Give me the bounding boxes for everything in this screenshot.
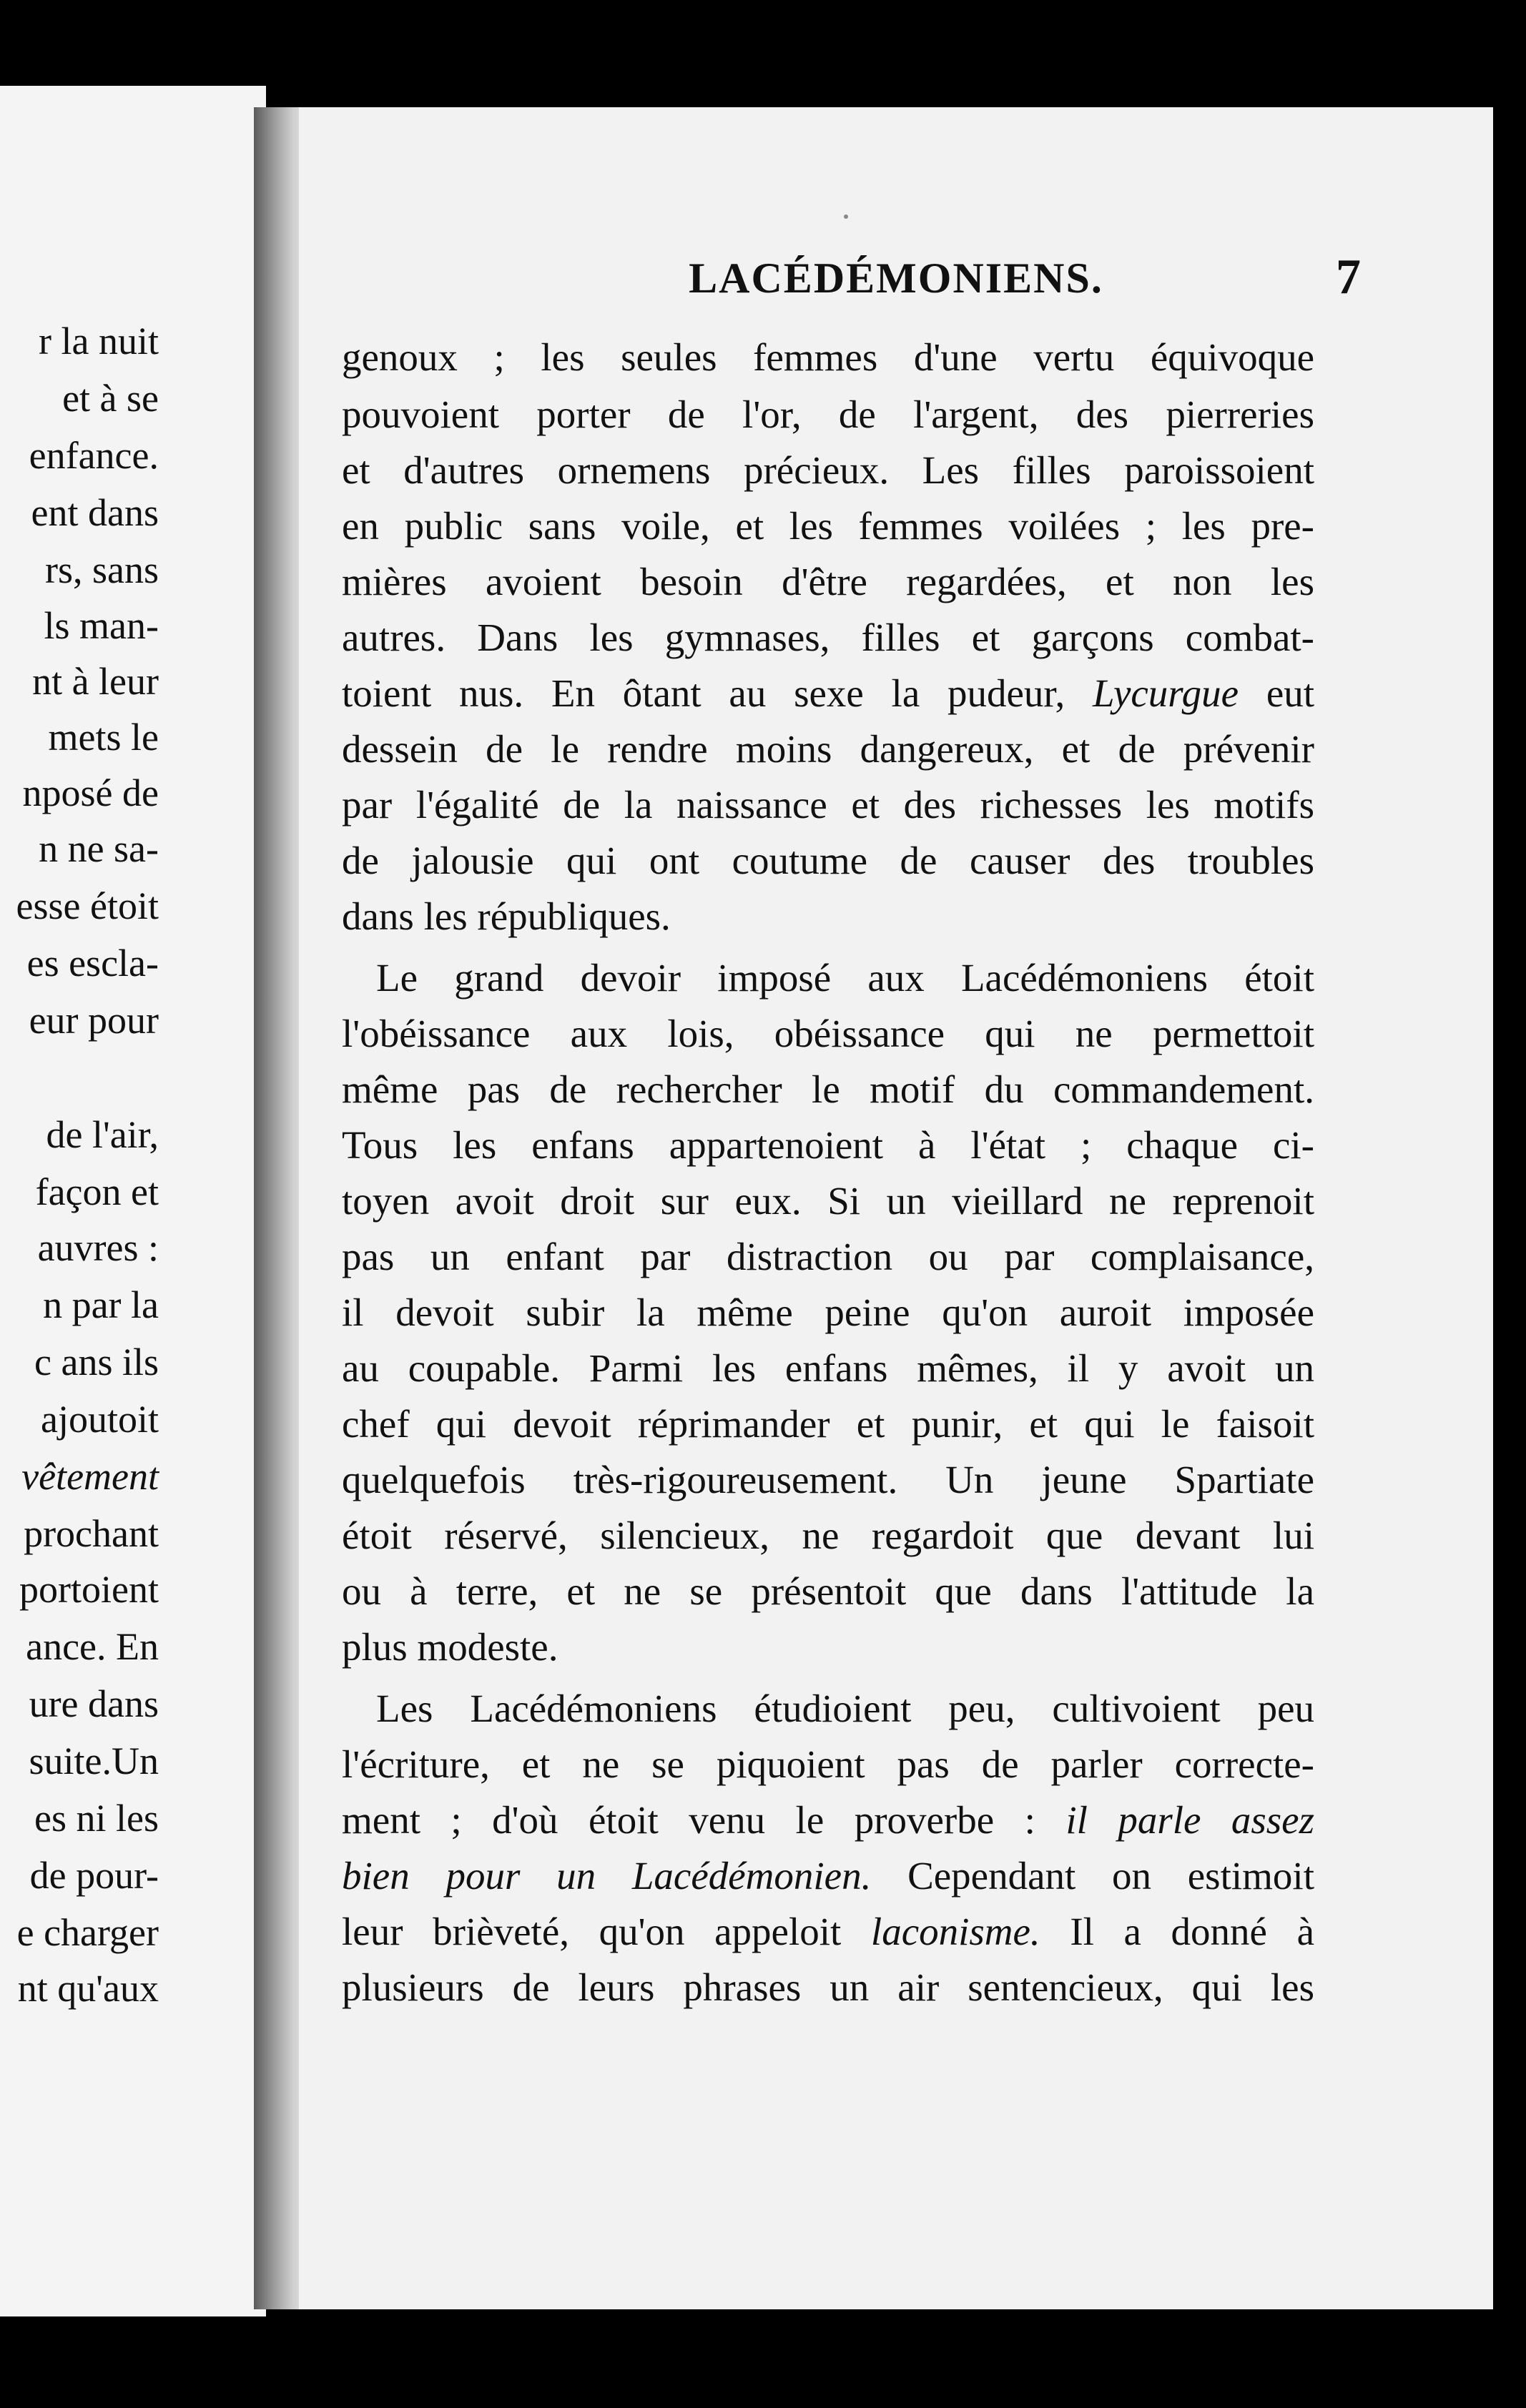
left-line: façon et (35, 1170, 159, 1213)
body-line: ou à terre, et ne se présentoit que dans l'attitude la (342, 1569, 1314, 1613)
body-line: et d'autres ornemens précieux. Les filles paroissoient (342, 448, 1314, 492)
left-line: n ne sa- (39, 827, 159, 870)
left-line: vêtement (21, 1455, 159, 1498)
body-text: Il a donné à (1070, 1910, 1314, 1953)
body-line: au coupable. Parmi les enfans mêmes, il y avoit un (342, 1346, 1314, 1390)
name-lycurgue: Lycurgue (1093, 671, 1239, 715)
left-line: eur pour (29, 999, 159, 1042)
left-line: de pour- (29, 1854, 159, 1897)
body-line: étoit réservé, silencieux, ne regardoit que devant lui (342, 1514, 1314, 1557)
body-line: par l'égalité de la naissance et des richesses les motifs (342, 783, 1314, 826)
proverb-italic: bien pour un Lacédémonien. (342, 1854, 872, 1898)
body-line (342, 1912, 1314, 1951)
body-text: eut (1266, 671, 1315, 715)
left-line: ls man- (44, 604, 159, 647)
left-line: c ans ils (34, 1341, 159, 1383)
body-line (342, 673, 1314, 713)
left-line: r la nuit (39, 320, 159, 362)
left-line: rs, sans (45, 548, 159, 591)
body-line: l'obéissance aux lois, obéissance qui ne permettoit (342, 1012, 1314, 1055)
left-line: de l'air, (46, 1113, 159, 1156)
body-text: Cependant on estimoit (907, 1854, 1314, 1898)
left-line: enfance. (29, 434, 159, 477)
body-line: quelquefois très-rigoureusement. Un jeune Spartiate (342, 1458, 1314, 1501)
running-head: LACÉDÉMONIENS. (689, 255, 1103, 302)
left-line: esse étoit (16, 884, 159, 927)
left-line: et à se (62, 377, 159, 420)
body-line: pas un enfant par distraction ou par complaisance, (342, 1235, 1314, 1278)
body-line: chef qui devoit réprimander et punir, et qui le faisoit (342, 1402, 1314, 1446)
body-text: ment ; d'où étoit venu le proverbe : (342, 1798, 1035, 1842)
page-number: 7 (1336, 250, 1361, 305)
body-line (342, 1800, 1314, 1840)
left-line: n par la (43, 1283, 159, 1326)
body-line: genoux ; les seules femmes d'une vertu équivoque (342, 335, 1314, 379)
body-line: même pas de rechercher le motif du commandement. (342, 1067, 1314, 1111)
left-line: ent dans (31, 491, 159, 534)
left-line: ure dans (29, 1682, 159, 1725)
body-line: Tous les enfans appartenoient à l'état ; chaque ci- (342, 1123, 1314, 1167)
scan-speck (280, 2347, 287, 2354)
body-line: en public sans voile, et les femmes voilées ; les pre- (342, 504, 1314, 548)
body-line: Les Lacédémoniens étudioient peu, cultivoient peu (376, 1687, 1314, 1730)
left-line: es escla- (26, 942, 159, 985)
left-line: ajoutoit (41, 1398, 159, 1441)
body-line: de jalousie qui ont coutume de causer des troubles (342, 839, 1314, 882)
body-line (342, 1854, 1314, 1898)
body-line: l'écriture, et ne se piquoient pas de parler correcte- (342, 1742, 1314, 1786)
left-line: e charger (16, 1911, 159, 1954)
body-line: mières avoient besoin d'être regardées, et non les (342, 560, 1314, 603)
scan-speck (844, 214, 848, 219)
left-line: suite.Un (29, 1740, 159, 1782)
body-line: il devoit subir la même peine qu'on auroit imposée (342, 1291, 1314, 1334)
body-line: pouvoient porter de l'or, de l'argent, des pierreries (342, 393, 1314, 436)
body-text: leur brièveté, qu'on appeloit (342, 1910, 842, 1953)
body-line: dessein de le rendre moins dangereux, et de prévenir (342, 727, 1314, 771)
term-laconisme: laconisme. (870, 1910, 1040, 1953)
body-line: autres. Dans les gymnases, filles et garçons combat- (342, 616, 1314, 659)
left-line: nt qu'aux (17, 1967, 159, 2010)
left-line: ance. En (26, 1625, 159, 1668)
left-line: nt à leur (32, 660, 159, 703)
right-page (299, 107, 1493, 2309)
body-line: dans les républiques. (342, 894, 671, 938)
left-line: mets le (48, 716, 159, 759)
left-line: prochant (24, 1512, 159, 1555)
left-line: portoient (19, 1568, 159, 1611)
left-line: auvres : (37, 1226, 159, 1269)
left-line: es ni les (34, 1797, 159, 1840)
body-line: plus modeste. (342, 1625, 558, 1669)
body-line: toyen avoit droit sur eux. Si un vieillard ne reprenoit (342, 1179, 1314, 1223)
body-line: plusieurs de leurs phrases un air sentencieux, qui les (342, 1965, 1314, 2009)
left-page-fragment (0, 86, 266, 2316)
body-line: Le grand devoir imposé aux Lacédémoniens étoit (376, 956, 1314, 1000)
body-text: toient nus. En ôtant au sexe la pudeur, (342, 671, 1065, 715)
proverb-italic: il parle assez (1065, 1798, 1314, 1842)
left-line: nposé de (22, 771, 159, 814)
